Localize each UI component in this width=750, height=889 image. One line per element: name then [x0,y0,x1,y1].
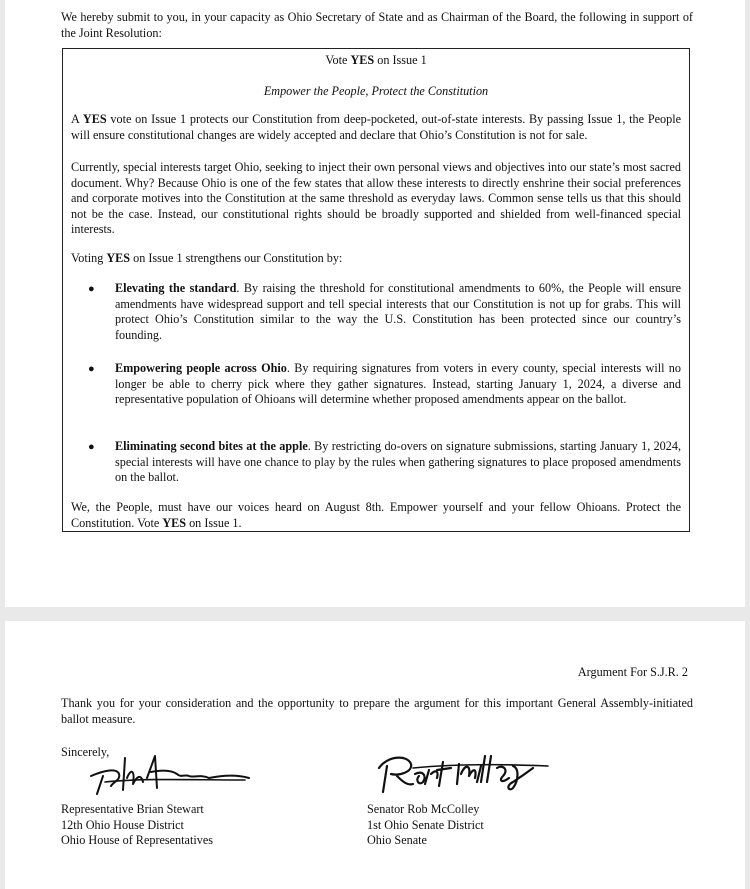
thanks-text: Thank you for your consideration and the opportunity to prepare the argument for this important General Assembly-initiated ballot measure. [61,696,693,726]
list-item-text: . By restricting do-overs on signature submissions, starting January 1, 2024, special interests will have one chance to play by the rules when gathering signatures to place proposed amendments on the ballot. [115,439,682,484]
box-subheading: Empower the People, Protect the Constitution [263,84,489,98]
sincerely-text: Sincerely, [61,745,110,759]
document-page-1 [5,0,745,607]
signer-body: Ohio House of Representatives [61,833,213,847]
list-item-text: . By raising the threshold for constitutional amendments to 60%, the People will ensure amendments have widespread support and tell special interests that our Constitution is not up for grabs. This will protect Ohio’s Constitution similar to the way the U.S. Constitution has been protected since our country’s founding. [115,281,681,342]
signer-district: 12th Ohio House District [61,817,184,832]
intro-text: We hereby submit to you, in your capacity as Ohio Secretary of State and as Chairman of the Board, the following in support of the Joint Resolution: [61,10,693,40]
box-paragraph-2: Currently, special interests target Ohio, seeking to inject their own personal views and objectives into our state’s most sacred document. Why? Because Ohio is one of the few states that allow these interests to directly enshrine their social preferences and corporate motives into the Constitution at the same threshold as everyday laws. Common sense tells us that this should not be the case. Instead, our constitutional rights should be broadly supported and shielded from well-financed special interests. [71,160,681,236]
argument-label: Argument For S.J.R. 2 [577,665,688,679]
list-item-title: Empowering people across Ohio [115,361,287,375]
list-item-text: . By requiring signatures from voters in every county, special interests will no longer be able to cherry pick where they gather signatures. Instead, starting January 1, 2024, a diverse and representative population of Ohioans will determine whether proposed amendments appear on the ballot. [115,361,681,406]
signer-block-stewart [61,802,213,849]
bullet-icon: ● [88,441,95,453]
signer-body: Ohio Senate [367,833,427,847]
box-heading: Vote YES on Issue 1 [325,53,427,67]
signer-district: 1st Ohio Senate District [367,817,484,832]
argument-box [62,48,690,532]
signature-mccolley [373,746,573,796]
signer-name: Senator Rob McColley [367,802,480,816]
signer-name: Representative Brian Stewart [61,802,204,816]
list-item-title: Elevating the standard [115,281,237,295]
list-item-title: Eliminating second bites at the apple [115,439,308,453]
box-paragraph-1: A YES vote on Issue 1 protects our Constitution from deep-pocketed, out-of-state interests. By passing Issue 1, the People will ensure constitutional changes are widely accepted and declare that Ohio’s Constitution is not for sale. [71,112,681,142]
bullet-icon: ● [88,283,95,295]
box-paragraph-3: Voting YES on Issue 1 strengthens our Constitution by: [71,251,343,265]
document-page-2 [5,621,745,889]
signer-block-mccolley [367,802,484,849]
signature-stewart [85,748,255,798]
box-closing: We, the People, must have our voices heard on August 8th. Empower yourself and your fellow Ohioans. Protect the Constitution. Vote YES on Issue 1. [71,500,681,530]
bullet-icon: ● [88,363,95,375]
